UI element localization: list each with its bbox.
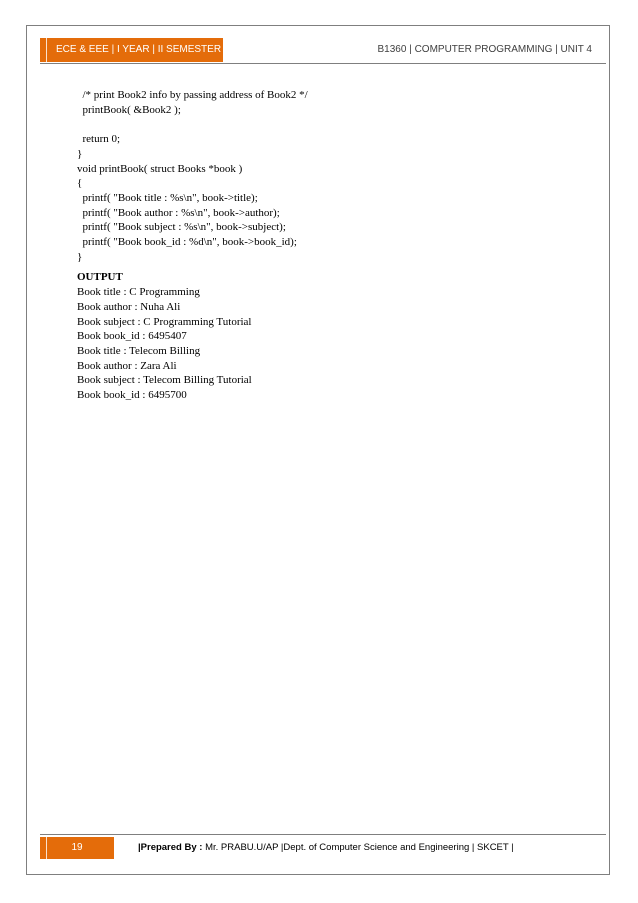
code-line: return 0; (77, 133, 121, 146)
code-line: } (77, 147, 83, 160)
footer-credits (138, 837, 514, 859)
footer-divider (40, 834, 606, 835)
output-line: Book book_id : 6495700 (77, 389, 187, 402)
code-line: void printBook( struct Books *book ) (77, 162, 243, 175)
output-heading: OUTPUT (77, 271, 123, 284)
page-header (40, 38, 606, 64)
prepared-by-text: Mr. PRABU.U/AP |Dept. of Computer Science and Engineering | SKCET | (202, 842, 514, 853)
code-line: printf( "Book book_id : %d\n", book->book_id); (77, 236, 297, 249)
code-line: { (77, 177, 83, 190)
header-course-title: B1360 | COMPUTER PROGRAMMING | UNIT 4 (377, 44, 592, 55)
code-line: printf( "Book author : %s\n", book->author); (77, 206, 280, 219)
output-line: Book author : Nuha Ali (77, 300, 181, 313)
output-section (77, 270, 577, 402)
code-line: /* print Book2 info by passing address of Book2 */ (77, 89, 308, 101)
prepared-by-label: |Prepared By : (138, 842, 203, 853)
output-line: Book subject : C Programming Tutorial (77, 315, 252, 328)
page-number: 19 (40, 837, 114, 859)
output-line: Book title : Telecom Billing (77, 344, 201, 357)
output-line: Book book_id : 6495407 (77, 330, 187, 343)
output-line: Book title : C Programming (77, 286, 200, 299)
code-line: printBook( &Book2 ); (77, 103, 181, 116)
output-line: Book author : Zara Ali (77, 359, 177, 372)
blank-line (77, 117, 577, 132)
code-line: printf( "Book title : %s\n", book->title); (77, 191, 258, 204)
code-line: } (77, 250, 83, 263)
code-line: printf( "Book subject : %s\n", book->subject); (77, 221, 286, 234)
header-course-tag: ECE & EEE | I YEAR | II SEMESTER (40, 38, 223, 62)
code-block (77, 88, 577, 264)
page-footer (40, 837, 606, 859)
header-divider (40, 63, 606, 64)
output-line: Book subject : Telecom Billing Tutorial (77, 374, 252, 387)
document-body (77, 88, 577, 403)
